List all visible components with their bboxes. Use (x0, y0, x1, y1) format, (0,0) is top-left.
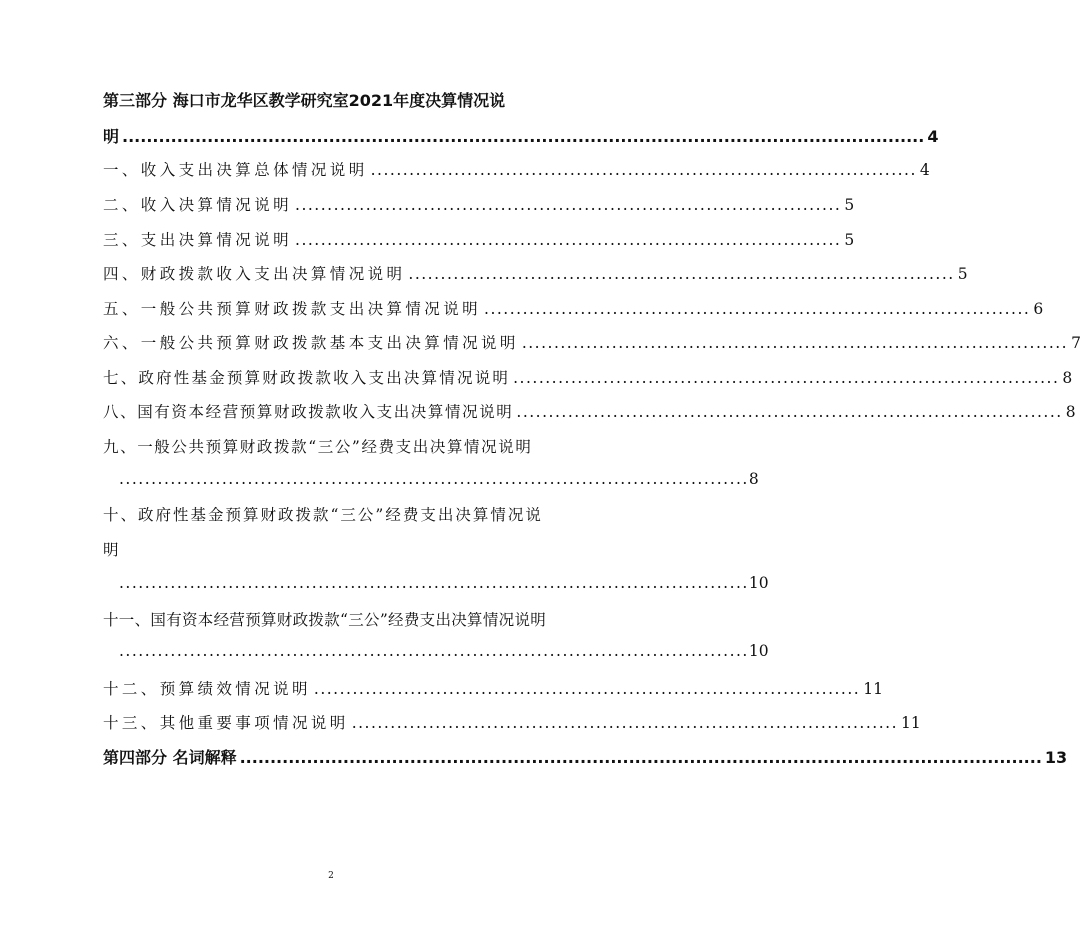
toc-entry-10[interactable] (103, 503, 561, 525)
toc-heading-text: 第三部分 海口市龙华区教学研究室2021年度决算情况说 (103, 91, 506, 110)
toc-entry-11[interactable] (103, 608, 561, 630)
toc-leader-dots: ..................................................................................... (408, 265, 955, 283)
toc-page-number: 10 (748, 642, 769, 660)
toc-entry-title: 十二、预算绩效情况说明 (103, 680, 311, 698)
toc-entry-10-cont[interactable] (103, 538, 561, 560)
toc-entry-title: 十三、其他重要事项情况说明 (103, 714, 349, 732)
toc-entry-3[interactable] (103, 228, 855, 250)
toc-heading-part-three-cont[interactable] (103, 124, 939, 147)
toc-entry-11-leader[interactable] (103, 642, 769, 660)
toc-page-number: 8 (1065, 403, 1076, 421)
toc-page-number: 8 (748, 470, 759, 488)
toc-page-number: 5 (844, 196, 855, 214)
toc-page-number: 10 (748, 574, 769, 592)
toc-leader-dots: ..................................................................................... (513, 369, 1060, 387)
toc-page-number: 11 (863, 680, 883, 698)
toc-entry-title: 九、一般公共预算财政拨款“三公”经费支出决算情况说明 (103, 438, 533, 456)
toc-page-number: 4 (927, 127, 939, 146)
toc-page-number: 6 (1033, 300, 1044, 318)
toc-heading-text-cont: 明 (103, 127, 120, 146)
toc-leader-dots: ..................................................................................... (484, 300, 1031, 318)
toc-entry-2[interactable] (103, 193, 855, 215)
toc-heading-text: 第四部分 名词解释 (103, 748, 237, 767)
toc-entry-title: 四、财政拨款收入支出决算情况说明 (103, 265, 406, 283)
toc-leader-dots: .................................................................................................. (119, 470, 749, 488)
toc-leader-dots: .................................................................................................................................... (122, 127, 925, 146)
toc-entry-5[interactable] (103, 297, 1044, 319)
toc-entry-title: 三、支出决算情况说明 (103, 231, 293, 249)
toc-page-number: 5 (957, 265, 968, 283)
toc-entry-title: 八、国有资本经营预算财政拨款收入支出决算情况说明 (103, 403, 514, 421)
toc-entry-title: 七、政府性基金预算财政拨款收入支出决算情况说明 (103, 369, 511, 387)
toc-entry-title: 十、政府性基金预算财政拨款“三公”经费支出决算情况说 (103, 506, 543, 524)
toc-entry-title: 十一、国有资本经营预算财政拨款“三公”经费支出决算情况说明 (103, 611, 547, 629)
toc-entry-title-cont: 明 (103, 541, 122, 559)
toc-entry-8[interactable] (103, 400, 1076, 422)
toc-leader-dots: .................................................................................................................................... (239, 748, 1042, 767)
toc-leader-dots: ..................................................................................... (313, 680, 861, 698)
toc-entry-6[interactable] (103, 331, 1081, 353)
toc-page-number: 11 (901, 714, 921, 732)
toc-leader-dots: ..................................................................................... (351, 714, 898, 732)
toc-page-number: 13 (1044, 748, 1068, 767)
toc-entry-title: 六、一般公共预算财政拨款基本支出决算情况说明 (103, 334, 519, 352)
toc-entry-title: 一、收入支出决算总体情况说明 (103, 161, 368, 179)
toc-entry-10-leader[interactable] (103, 574, 769, 592)
toc-leader-dots: ..................................................................................... (295, 231, 842, 249)
toc-page-number: 4 (919, 161, 930, 179)
toc-leader-dots: ..................................................................................... (516, 403, 1063, 421)
toc-page-number: 8 (1062, 369, 1073, 387)
toc-page-number: 5 (844, 231, 855, 249)
toc-page-number: 7 (1071, 334, 1081, 352)
toc-entry-13[interactable] (103, 711, 921, 733)
toc-leader-dots: ..................................................................................... (295, 196, 842, 214)
toc-leader-dots: ..................................................................................... (370, 161, 917, 179)
toc-entry-4[interactable] (103, 262, 968, 284)
toc-entry-1[interactable] (103, 158, 930, 180)
toc-leader-dots: .................................................................................................. (119, 574, 749, 592)
toc-entry-12[interactable] (103, 677, 883, 699)
toc-leader-dots: .................................................................................................. (119, 642, 749, 660)
toc-leader-dots: ..................................................................................... (521, 334, 1069, 352)
page-number-footer: 2 (328, 871, 334, 881)
toc-entry-title: 二、收入决算情况说明 (103, 196, 293, 214)
toc-entry-title: 五、一般公共预算财政拨款支出决算情况说明 (103, 300, 482, 318)
toc-entry-9[interactable] (103, 435, 561, 457)
toc-heading-part-four[interactable] (103, 745, 1068, 768)
toc-heading-part-three[interactable] (103, 88, 561, 111)
toc-entry-7[interactable] (103, 366, 1073, 388)
toc-entry-9-leader[interactable] (103, 470, 759, 488)
